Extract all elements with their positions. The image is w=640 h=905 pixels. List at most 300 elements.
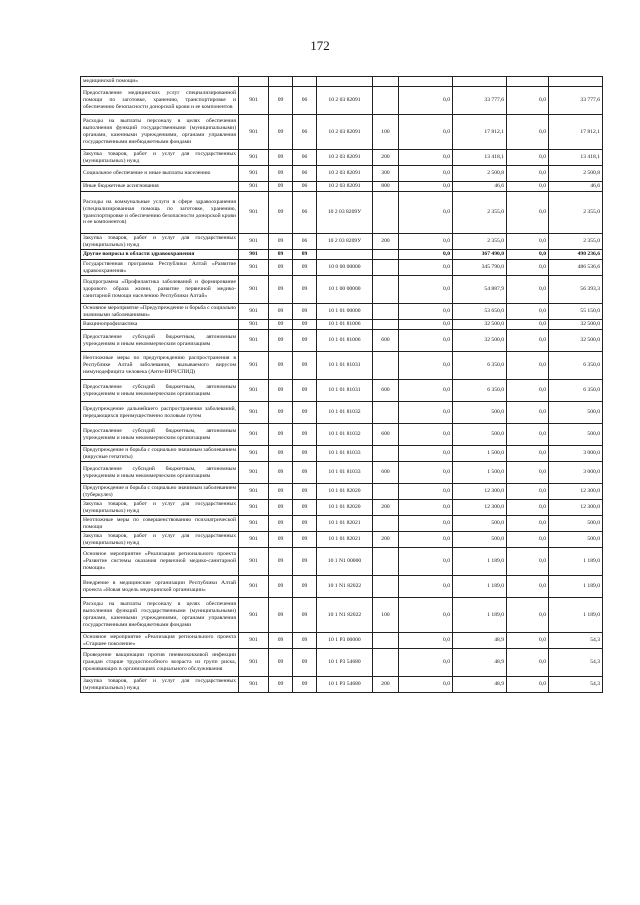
amount-col2-cell: 1 189,0 bbox=[453, 576, 507, 598]
amount-col1-cell bbox=[399, 77, 453, 87]
admin-code-cell: 901 bbox=[239, 500, 269, 516]
table-row bbox=[81, 598, 603, 633]
admin-code-cell: 901 bbox=[239, 633, 269, 649]
amount-col3-cell: 0,0 bbox=[507, 166, 549, 182]
amount-col2-cell: 500,0 bbox=[453, 402, 507, 424]
amount-col2-cell: 33 777,6 bbox=[453, 87, 507, 115]
amount-col2-cell: 1 189,0 bbox=[453, 548, 507, 576]
page-number: 172 bbox=[310, 38, 330, 53]
section-code-cell: 09 bbox=[269, 402, 293, 424]
section-code-cell: 09 bbox=[269, 260, 293, 276]
section-code-cell: 09 bbox=[269, 576, 293, 598]
admin-code-cell: 901 bbox=[239, 182, 269, 192]
amount-col3-cell: 0,0 bbox=[507, 402, 549, 424]
amount-col4-cell: 2 355,0 bbox=[549, 234, 603, 250]
row-name-cell: Проведение вакцинации против пневмококковой инфекции граждан старше трудоспособного возраста из групп риска, проживающих в организациях социального обслуживания bbox=[81, 649, 239, 677]
row-name-cell: Предоставление субсидий бюджетным, автономным учреждениям и иным некоммерческим организациям bbox=[81, 330, 239, 352]
row-name-cell: Неотложные меры по предупреждению распространения в Республике Алтай заболевания, вызываемого вирусом иммунодефицита человека (Анти-ВИЧ/СПИД) bbox=[81, 352, 239, 380]
amount-col4-cell: 1 189,0 bbox=[549, 576, 603, 598]
section-code-cell: 09 bbox=[269, 598, 293, 633]
row-name-cell: Основное мероприятие «Реализация регионального проекта «Развитие системы оказания первичной медико-санитарной помощи» bbox=[81, 548, 239, 576]
amount-col3-cell: 0,0 bbox=[507, 649, 549, 677]
section-code-cell: 09 bbox=[269, 320, 293, 330]
expense-type-cell: 600 bbox=[373, 462, 399, 484]
amount-col2-cell: 500,0 bbox=[453, 424, 507, 446]
amount-col3-cell: 0,0 bbox=[507, 380, 549, 402]
row-name-cell: Расходы на коммунальные услуги в сфере здравоохранения (специализированная помощь по заготовке, хранению, транспортировке и обеспечению безопасности донорской крови и ее компонентов) bbox=[81, 192, 239, 234]
subsection-code-cell: 09 bbox=[293, 516, 317, 532]
table-row bbox=[81, 320, 603, 330]
subsection-code-cell: 06 bbox=[293, 150, 317, 166]
target-article-cell: 10 2 03 8209У bbox=[317, 192, 373, 234]
admin-code-cell: 901 bbox=[239, 352, 269, 380]
subsection-code-cell: 06 bbox=[293, 234, 317, 250]
row-name-cell: Вакцинопрофилактика bbox=[81, 320, 239, 330]
row-name-cell: Подпрограмма «Профилактика заболеваний и формирование здорового образа жизни, развитие первичной медико-санитарной помощи населению Республики Алтай» bbox=[81, 276, 239, 304]
table-row bbox=[81, 166, 603, 182]
amount-col4-cell: 12 300,0 bbox=[549, 484, 603, 500]
section-code-cell: 09 bbox=[269, 304, 293, 320]
admin-code-cell: 901 bbox=[239, 484, 269, 500]
target-article-cell: 10 1 P3 00000 bbox=[317, 633, 373, 649]
subsection-code-cell: 06 bbox=[293, 87, 317, 115]
amount-col2-cell: 6 350,0 bbox=[453, 352, 507, 380]
expense-type-cell bbox=[373, 402, 399, 424]
target-article-cell: 10 1 01 81033 bbox=[317, 462, 373, 484]
table-row bbox=[81, 677, 603, 693]
amount-col3-cell: 0,0 bbox=[507, 484, 549, 500]
expense-type-cell bbox=[373, 260, 399, 276]
target-article-cell: 10 1 P3 54680 bbox=[317, 649, 373, 677]
subsection-code-cell: 09 bbox=[293, 532, 317, 548]
section-code-cell: 09 bbox=[269, 192, 293, 234]
target-article-cell: 10 1 01 81032 bbox=[317, 424, 373, 446]
subsection-code-cell: 06 bbox=[293, 182, 317, 192]
section-code-cell: 09 bbox=[269, 276, 293, 304]
subsection-code-cell: 09 bbox=[293, 380, 317, 402]
expense-type-cell: 600 bbox=[373, 424, 399, 446]
amount-col1-cell: 0,0 bbox=[399, 330, 453, 352]
row-name-cell: Закупка товаров, работ и услуг для государственных (муниципальных) нужд bbox=[81, 532, 239, 548]
amount-col2-cell: 1 500,0 bbox=[453, 462, 507, 484]
amount-col1-cell: 0,0 bbox=[399, 276, 453, 304]
target-article-cell: 10 1 01 82020 bbox=[317, 484, 373, 500]
amount-col3-cell: 0,0 bbox=[507, 260, 549, 276]
section-code-cell: 09 bbox=[269, 352, 293, 380]
expense-type-cell: 100 bbox=[373, 598, 399, 633]
amount-col1-cell: 0,0 bbox=[399, 402, 453, 424]
amount-col4-cell: 2 355,0 bbox=[549, 192, 603, 234]
amount-col3-cell bbox=[507, 77, 549, 87]
target-article-cell: 10 1 N1 82022 bbox=[317, 576, 373, 598]
amount-col2-cell: 13 418,1 bbox=[453, 150, 507, 166]
amount-col1-cell: 0,0 bbox=[399, 576, 453, 598]
amount-col2-cell: 1 500,0 bbox=[453, 446, 507, 462]
target-article-cell: 10 1 01 81032 bbox=[317, 402, 373, 424]
amount-col1-cell: 0,0 bbox=[399, 424, 453, 446]
amount-col4-cell: 32 500,0 bbox=[549, 320, 603, 330]
target-article-cell: 10 1 P3 54680 bbox=[317, 677, 373, 693]
table-row bbox=[81, 192, 603, 234]
amount-col4-cell: 3 000,0 bbox=[549, 446, 603, 462]
row-name-cell: Закупка товаров, работ и услуг для государственных (муниципальных) нужд bbox=[81, 150, 239, 166]
amount-col2-cell: 2 355,0 bbox=[453, 234, 507, 250]
amount-col1-cell: 0,0 bbox=[399, 115, 453, 150]
admin-code-cell: 901 bbox=[239, 276, 269, 304]
admin-code-cell: 901 bbox=[239, 424, 269, 446]
expense-type-cell: 800 bbox=[373, 182, 399, 192]
subsection-code-cell: 09 bbox=[293, 598, 317, 633]
section-code-cell: 09 bbox=[269, 633, 293, 649]
target-article-cell: 10 0 00 00000 bbox=[317, 260, 373, 276]
amount-col4-cell: 490 236,6 bbox=[549, 250, 603, 260]
expense-type-cell bbox=[373, 87, 399, 115]
target-article-cell bbox=[317, 77, 373, 87]
section-code-cell: 09 bbox=[269, 115, 293, 150]
table-row bbox=[81, 304, 603, 320]
section-code-cell: 09 bbox=[269, 234, 293, 250]
amount-col4-cell: 1 189,0 bbox=[549, 548, 603, 576]
admin-code-cell: 901 bbox=[239, 380, 269, 402]
amount-col3-cell: 0,0 bbox=[507, 150, 549, 166]
amount-col1-cell: 0,0 bbox=[399, 192, 453, 234]
admin-code-cell: 901 bbox=[239, 166, 269, 182]
table-body bbox=[81, 77, 603, 693]
admin-code-cell: 901 bbox=[239, 115, 269, 150]
table-row bbox=[81, 260, 603, 276]
amount-col4-cell: 486 536,6 bbox=[549, 260, 603, 276]
section-code-cell: 09 bbox=[269, 446, 293, 462]
row-name-cell: Закупка товаров, работ и услуг для государственных (муниципальных) нужд bbox=[81, 234, 239, 250]
row-name-cell: Расходы на выплаты персоналу в целях обеспечения выполнения функций государственными (муниципальными) органами, казенными учреждениями, органами управления государственными внебюджетными фондами bbox=[81, 115, 239, 150]
target-article-cell: 10 1 00 00000 bbox=[317, 276, 373, 304]
row-name-cell: Закупка товаров, работ и услуг для государственных (муниципальных) нужд bbox=[81, 500, 239, 516]
amount-col1-cell: 0,0 bbox=[399, 446, 453, 462]
target-article-cell: 10 1 01 81031 bbox=[317, 352, 373, 380]
row-name-cell: Предупреждение и борьба с социально значимым заболеванием (туберкулез) bbox=[81, 484, 239, 500]
amount-col1-cell: 0,0 bbox=[399, 649, 453, 677]
admin-code-cell: 901 bbox=[239, 320, 269, 330]
admin-code-cell: 901 bbox=[239, 304, 269, 320]
amount-col4-cell: 13 418,1 bbox=[549, 150, 603, 166]
section-code-cell: 09 bbox=[269, 677, 293, 693]
target-article-cell: 10 1 01 81033 bbox=[317, 446, 373, 462]
table-row bbox=[81, 402, 603, 424]
subsection-code-cell: 09 bbox=[293, 320, 317, 330]
table-row bbox=[81, 250, 603, 260]
amount-col2-cell: 367 490,0 bbox=[453, 250, 507, 260]
expense-type-cell: 200 bbox=[373, 234, 399, 250]
amount-col2-cell: 2 355,0 bbox=[453, 192, 507, 234]
target-article-cell: 10 1 N1 82022 bbox=[317, 598, 373, 633]
expense-type-cell bbox=[373, 446, 399, 462]
amount-col4-cell: 6 350,0 bbox=[549, 352, 603, 380]
amount-col4-cell: 500,0 bbox=[549, 532, 603, 548]
amount-col3-cell: 0,0 bbox=[507, 598, 549, 633]
admin-code-cell: 901 bbox=[239, 516, 269, 532]
expense-type-cell bbox=[373, 192, 399, 234]
section-code-cell: 09 bbox=[269, 484, 293, 500]
section-code-cell: 09 bbox=[269, 500, 293, 516]
amount-col2-cell: 48,9 bbox=[453, 649, 507, 677]
subsection-code-cell: 09 bbox=[293, 402, 317, 424]
section-code-cell: 09 bbox=[269, 532, 293, 548]
table-row bbox=[81, 532, 603, 548]
expense-type-cell bbox=[373, 649, 399, 677]
admin-code-cell: 901 bbox=[239, 250, 269, 260]
subsection-code-cell: 06 bbox=[293, 192, 317, 234]
admin-code-cell: 901 bbox=[239, 330, 269, 352]
subsection-code-cell bbox=[293, 77, 317, 87]
expense-type-cell bbox=[373, 633, 399, 649]
admin-code-cell: 901 bbox=[239, 677, 269, 693]
admin-code-cell: 901 bbox=[239, 548, 269, 576]
admin-code-cell: 901 bbox=[239, 462, 269, 484]
subsection-code-cell: 09 bbox=[293, 260, 317, 276]
amount-col3-cell: 0,0 bbox=[507, 115, 549, 150]
amount-col3-cell: 0,0 bbox=[507, 576, 549, 598]
amount-col1-cell: 0,0 bbox=[399, 320, 453, 330]
budget-table bbox=[80, 76, 603, 693]
subsection-code-cell: 09 bbox=[293, 633, 317, 649]
subsection-code-cell: 09 bbox=[293, 677, 317, 693]
row-name-cell: Основное мероприятие «Реализация регионального проекта «Старшее поколение» bbox=[81, 633, 239, 649]
table-row bbox=[81, 500, 603, 516]
admin-code-cell bbox=[239, 77, 269, 87]
amount-col3-cell: 0,0 bbox=[507, 87, 549, 115]
table-row bbox=[81, 462, 603, 484]
amount-col3-cell: 0,0 bbox=[507, 500, 549, 516]
amount-col3-cell: 0,0 bbox=[507, 352, 549, 380]
amount-col1-cell: 0,0 bbox=[399, 380, 453, 402]
expense-type-cell bbox=[373, 576, 399, 598]
target-article-cell: 10 1 01 81031 bbox=[317, 380, 373, 402]
amount-col1-cell: 0,0 bbox=[399, 304, 453, 320]
admin-code-cell: 901 bbox=[239, 576, 269, 598]
expense-type-cell bbox=[373, 484, 399, 500]
amount-col2-cell: 500,0 bbox=[453, 516, 507, 532]
admin-code-cell: 901 bbox=[239, 532, 269, 548]
amount-col1-cell: 0,0 bbox=[399, 166, 453, 182]
row-name-cell: Предоставление субсидий бюджетным, автономным учреждениям и иным некоммерческим организациям bbox=[81, 462, 239, 484]
target-article-cell: 10 1 01 81006 bbox=[317, 330, 373, 352]
amount-col3-cell: 0,0 bbox=[507, 462, 549, 484]
row-name-cell: Иные бюджетные ассигнования bbox=[81, 182, 239, 192]
amount-col4-cell: 17 812,1 bbox=[549, 115, 603, 150]
amount-col4-cell: 3 000,0 bbox=[549, 462, 603, 484]
amount-col4-cell: 32 500,0 bbox=[549, 330, 603, 352]
amount-col1-cell: 0,0 bbox=[399, 677, 453, 693]
amount-col4-cell: 54,3 bbox=[549, 649, 603, 677]
table-row bbox=[81, 516, 603, 532]
amount-col2-cell: 53 650,0 bbox=[453, 304, 507, 320]
admin-code-cell: 901 bbox=[239, 649, 269, 677]
row-name-cell: Внедрение в медицинские организации Республики Алтай проекта «Новая модель медицинской организации» bbox=[81, 576, 239, 598]
amount-col4-cell: 54,3 bbox=[549, 633, 603, 649]
row-name-cell: Предоставление субсидий бюджетным, автономным учреждениям и иным некоммерческим организациям bbox=[81, 380, 239, 402]
subsection-code-cell: 09 bbox=[293, 649, 317, 677]
expense-type-cell: 100 bbox=[373, 115, 399, 150]
section-code-cell: 09 bbox=[269, 330, 293, 352]
amount-col1-cell: 0,0 bbox=[399, 462, 453, 484]
amount-col4-cell: 500,0 bbox=[549, 516, 603, 532]
target-article-cell: 10 2 03 82091 bbox=[317, 87, 373, 115]
amount-col3-cell: 0,0 bbox=[507, 424, 549, 446]
admin-code-cell: 901 bbox=[239, 150, 269, 166]
section-code-cell: 09 bbox=[269, 548, 293, 576]
amount-col3-cell: 0,0 bbox=[507, 446, 549, 462]
admin-code-cell: 901 bbox=[239, 234, 269, 250]
target-article-cell: 10 2 03 82091 bbox=[317, 182, 373, 192]
expense-type-cell bbox=[373, 516, 399, 532]
amount-col3-cell: 0,0 bbox=[507, 276, 549, 304]
table-row bbox=[81, 115, 603, 150]
subsection-code-cell: 06 bbox=[293, 115, 317, 150]
amount-col3-cell: 0,0 bbox=[507, 250, 549, 260]
row-name-cell: медицинской помощи» bbox=[81, 77, 239, 87]
admin-code-cell: 901 bbox=[239, 87, 269, 115]
expense-type-cell: 300 bbox=[373, 166, 399, 182]
admin-code-cell: 901 bbox=[239, 402, 269, 424]
target-article-cell: 10 1 01 00000 bbox=[317, 304, 373, 320]
expense-type-cell: 200 bbox=[373, 677, 399, 693]
amount-col3-cell: 0,0 bbox=[507, 548, 549, 576]
subsection-code-cell: 09 bbox=[293, 484, 317, 500]
table-row bbox=[81, 87, 603, 115]
amount-col3-cell: 0,0 bbox=[507, 516, 549, 532]
target-article-cell: 10 1 01 82020 bbox=[317, 500, 373, 516]
amount-col1-cell: 0,0 bbox=[399, 633, 453, 649]
subsection-code-cell: 09 bbox=[293, 446, 317, 462]
amount-col2-cell: 32 500,0 bbox=[453, 330, 507, 352]
target-article-cell: 10 2 03 82091 bbox=[317, 115, 373, 150]
amount-col1-cell: 0,0 bbox=[399, 87, 453, 115]
amount-col4-cell: 500,0 bbox=[549, 402, 603, 424]
amount-col4-cell bbox=[549, 77, 603, 87]
table-row bbox=[81, 446, 603, 462]
expense-type-cell bbox=[373, 548, 399, 576]
amount-col3-cell: 0,0 bbox=[507, 304, 549, 320]
amount-col2-cell: 12 300,0 bbox=[453, 484, 507, 500]
expense-type-cell: 600 bbox=[373, 330, 399, 352]
table-row bbox=[81, 424, 603, 446]
amount-col1-cell: 0,0 bbox=[399, 532, 453, 548]
amount-col3-cell: 0,0 bbox=[507, 633, 549, 649]
table-row bbox=[81, 276, 603, 304]
target-article-cell: 10 1 N1 00000 bbox=[317, 548, 373, 576]
subsection-code-cell: 09 bbox=[293, 576, 317, 598]
amount-col1-cell: 0,0 bbox=[399, 500, 453, 516]
amount-col1-cell: 0,0 bbox=[399, 150, 453, 166]
amount-col1-cell: 0,0 bbox=[399, 352, 453, 380]
amount-col4-cell: 54,3 bbox=[549, 677, 603, 693]
table-row bbox=[81, 182, 603, 192]
row-name-cell: Государственная программа Республики Алтай «Развитие здравоохранения» bbox=[81, 260, 239, 276]
expense-type-cell bbox=[373, 352, 399, 380]
subsection-code-cell: 09 bbox=[293, 462, 317, 484]
expense-type-cell bbox=[373, 304, 399, 320]
subsection-code-cell: 09 bbox=[293, 330, 317, 352]
target-article-cell: 10 1 01 82021 bbox=[317, 532, 373, 548]
table-row bbox=[81, 234, 603, 250]
expense-type-cell: 600 bbox=[373, 380, 399, 402]
section-code-cell: 09 bbox=[269, 516, 293, 532]
expense-type-cell: 200 bbox=[373, 532, 399, 548]
row-name-cell: Социальное обеспечение и иные выплаты населению bbox=[81, 166, 239, 182]
row-name-cell: Неотложные меры по совершенствованию психиатрической помощи bbox=[81, 516, 239, 532]
expense-type-cell: 200 bbox=[373, 500, 399, 516]
admin-code-cell: 901 bbox=[239, 192, 269, 234]
row-name-cell: Закупка товаров, работ и услуг для государственных (муниципальных) нужд bbox=[81, 677, 239, 693]
amount-col3-cell: 0,0 bbox=[507, 234, 549, 250]
section-code-cell: 09 bbox=[269, 424, 293, 446]
row-name-cell: Другие вопросы в области здравоохранения bbox=[81, 250, 239, 260]
admin-code-cell: 901 bbox=[239, 260, 269, 276]
subsection-code-cell: 09 bbox=[293, 548, 317, 576]
target-article-cell: 10 2 03 8209У bbox=[317, 234, 373, 250]
table-row bbox=[81, 150, 603, 166]
amount-col2-cell bbox=[453, 77, 507, 87]
target-article-cell: 10 1 01 81006 bbox=[317, 320, 373, 330]
amount-col3-cell: 0,0 bbox=[507, 320, 549, 330]
subsection-code-cell: 09 bbox=[293, 250, 317, 260]
amount-col1-cell: 0,0 bbox=[399, 250, 453, 260]
amount-col1-cell: 0,0 bbox=[399, 548, 453, 576]
target-article-cell: 10 2 03 82091 bbox=[317, 166, 373, 182]
subsection-code-cell: 09 bbox=[293, 500, 317, 516]
amount-col2-cell: 32 500,0 bbox=[453, 320, 507, 330]
amount-col4-cell: 12 300,0 bbox=[549, 500, 603, 516]
section-code-cell: 09 bbox=[269, 649, 293, 677]
row-name-cell: Предоставление субсидий бюджетным, автономным учреждениям и иным некоммерческим организациям bbox=[81, 424, 239, 446]
amount-col3-cell: 0,0 bbox=[507, 192, 549, 234]
amount-col2-cell: 2 500,8 bbox=[453, 166, 507, 182]
table-row bbox=[81, 576, 603, 598]
section-code-cell: 09 bbox=[269, 462, 293, 484]
table-row bbox=[81, 548, 603, 576]
table-row bbox=[81, 380, 603, 402]
amount-col3-cell: 0,0 bbox=[507, 677, 549, 693]
expense-type-cell bbox=[373, 77, 399, 87]
expense-type-cell bbox=[373, 276, 399, 304]
table-row bbox=[81, 649, 603, 677]
amount-col2-cell: 1 189,0 bbox=[453, 598, 507, 633]
section-code-cell bbox=[269, 77, 293, 87]
amount-col4-cell: 6 350,0 bbox=[549, 380, 603, 402]
amount-col1-cell: 0,0 bbox=[399, 234, 453, 250]
amount-col2-cell: 48,9 bbox=[453, 633, 507, 649]
subsection-code-cell: 09 bbox=[293, 304, 317, 320]
section-code-cell: 09 bbox=[269, 380, 293, 402]
row-name-cell: Предоставление медицинских услуг специализированной помощи по заготовке, хранению, транспортировке и обеспечению безопасности донорской крови и ее компонентов bbox=[81, 87, 239, 115]
amount-col3-cell: 0,0 bbox=[507, 532, 549, 548]
amount-col4-cell: 46,6 bbox=[549, 182, 603, 192]
amount-col1-cell: 0,0 bbox=[399, 260, 453, 276]
section-code-cell: 09 bbox=[269, 182, 293, 192]
subsection-code-cell: 09 bbox=[293, 276, 317, 304]
target-article-cell: 10 2 03 82091 bbox=[317, 150, 373, 166]
table-row bbox=[81, 352, 603, 380]
amount-col1-cell: 0,0 bbox=[399, 182, 453, 192]
row-name-cell: Предупреждение и борьба с социально значимым заболеванием (вирусные гепатиты) bbox=[81, 446, 239, 462]
amount-col2-cell: 6 350,0 bbox=[453, 380, 507, 402]
target-article-cell bbox=[317, 250, 373, 260]
table-row bbox=[81, 330, 603, 352]
amount-col4-cell: 2 500,8 bbox=[549, 166, 603, 182]
amount-col2-cell: 500,0 bbox=[453, 532, 507, 548]
amount-col2-cell: 17 812,1 bbox=[453, 115, 507, 150]
amount-col3-cell: 0,0 bbox=[507, 330, 549, 352]
